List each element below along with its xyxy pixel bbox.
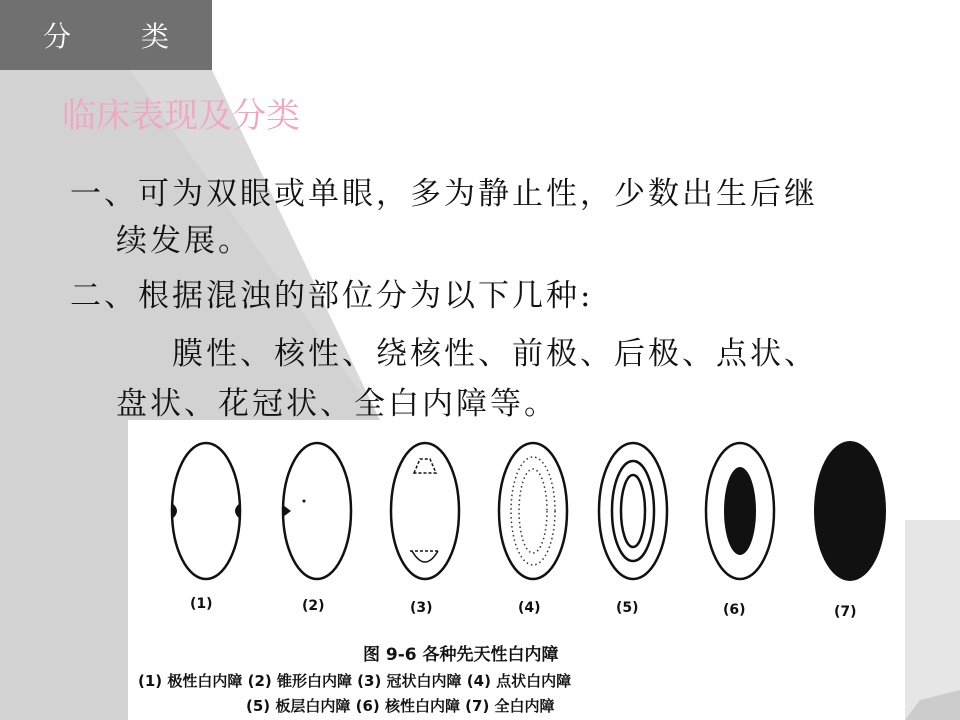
body-line-3: 膜性、核性、绕核性、前极、后极、点状、 <box>172 336 818 372</box>
section-tab-char2: 类 <box>141 20 170 53</box>
section-tab-char1: 分 <box>42 20 71 53</box>
diagram-label-4: (4) <box>518 600 541 616</box>
figure-caption-line-2: (5) 板层白内障 (6) 核性白内障 (7) 全白内障 <box>246 697 555 715</box>
diagram-label-2: (2) <box>302 598 325 614</box>
body-line-1: 一、可为双眼或单眼，多为静止性，少数出生后继 <box>70 176 818 212</box>
diagram-7-total <box>814 441 886 581</box>
diagram-5-lamellar <box>599 443 667 579</box>
diagram-label-1: (1) <box>190 596 213 612</box>
diagram-6-nuclear <box>706 443 774 579</box>
diagram-label-5: (5) <box>616 600 639 616</box>
figure-caption-line-1: (1) 极性白内障 (2) 锥形白内障 (3) 冠状白内障 (4) 点状白内障 <box>138 672 572 690</box>
body-line-3-continued: 盘状、花冠状、全白内障等。 <box>116 386 558 422</box>
diagram-4-punctate <box>499 443 567 579</box>
diagram-label-6: (6) <box>723 602 746 618</box>
diagram-1-polar <box>172 443 240 579</box>
body-line-2: 二、根据混浊的部位分为以下几种: <box>70 278 594 314</box>
diagram-2-pyramidal <box>283 443 351 579</box>
slide-subtitle: 临床表现及分类 <box>62 96 300 136</box>
diagram-label-3: (3) <box>410 600 433 616</box>
cataract-figure <box>128 423 905 720</box>
body-line-1-continued: 续发展。 <box>116 223 252 259</box>
section-tab <box>0 0 212 70</box>
diagram-3-coronary <box>391 443 459 579</box>
figure-caption-title: 图 9-6 各种先天性白内障 <box>363 645 559 665</box>
diagram-label-7: (7) <box>834 604 857 620</box>
